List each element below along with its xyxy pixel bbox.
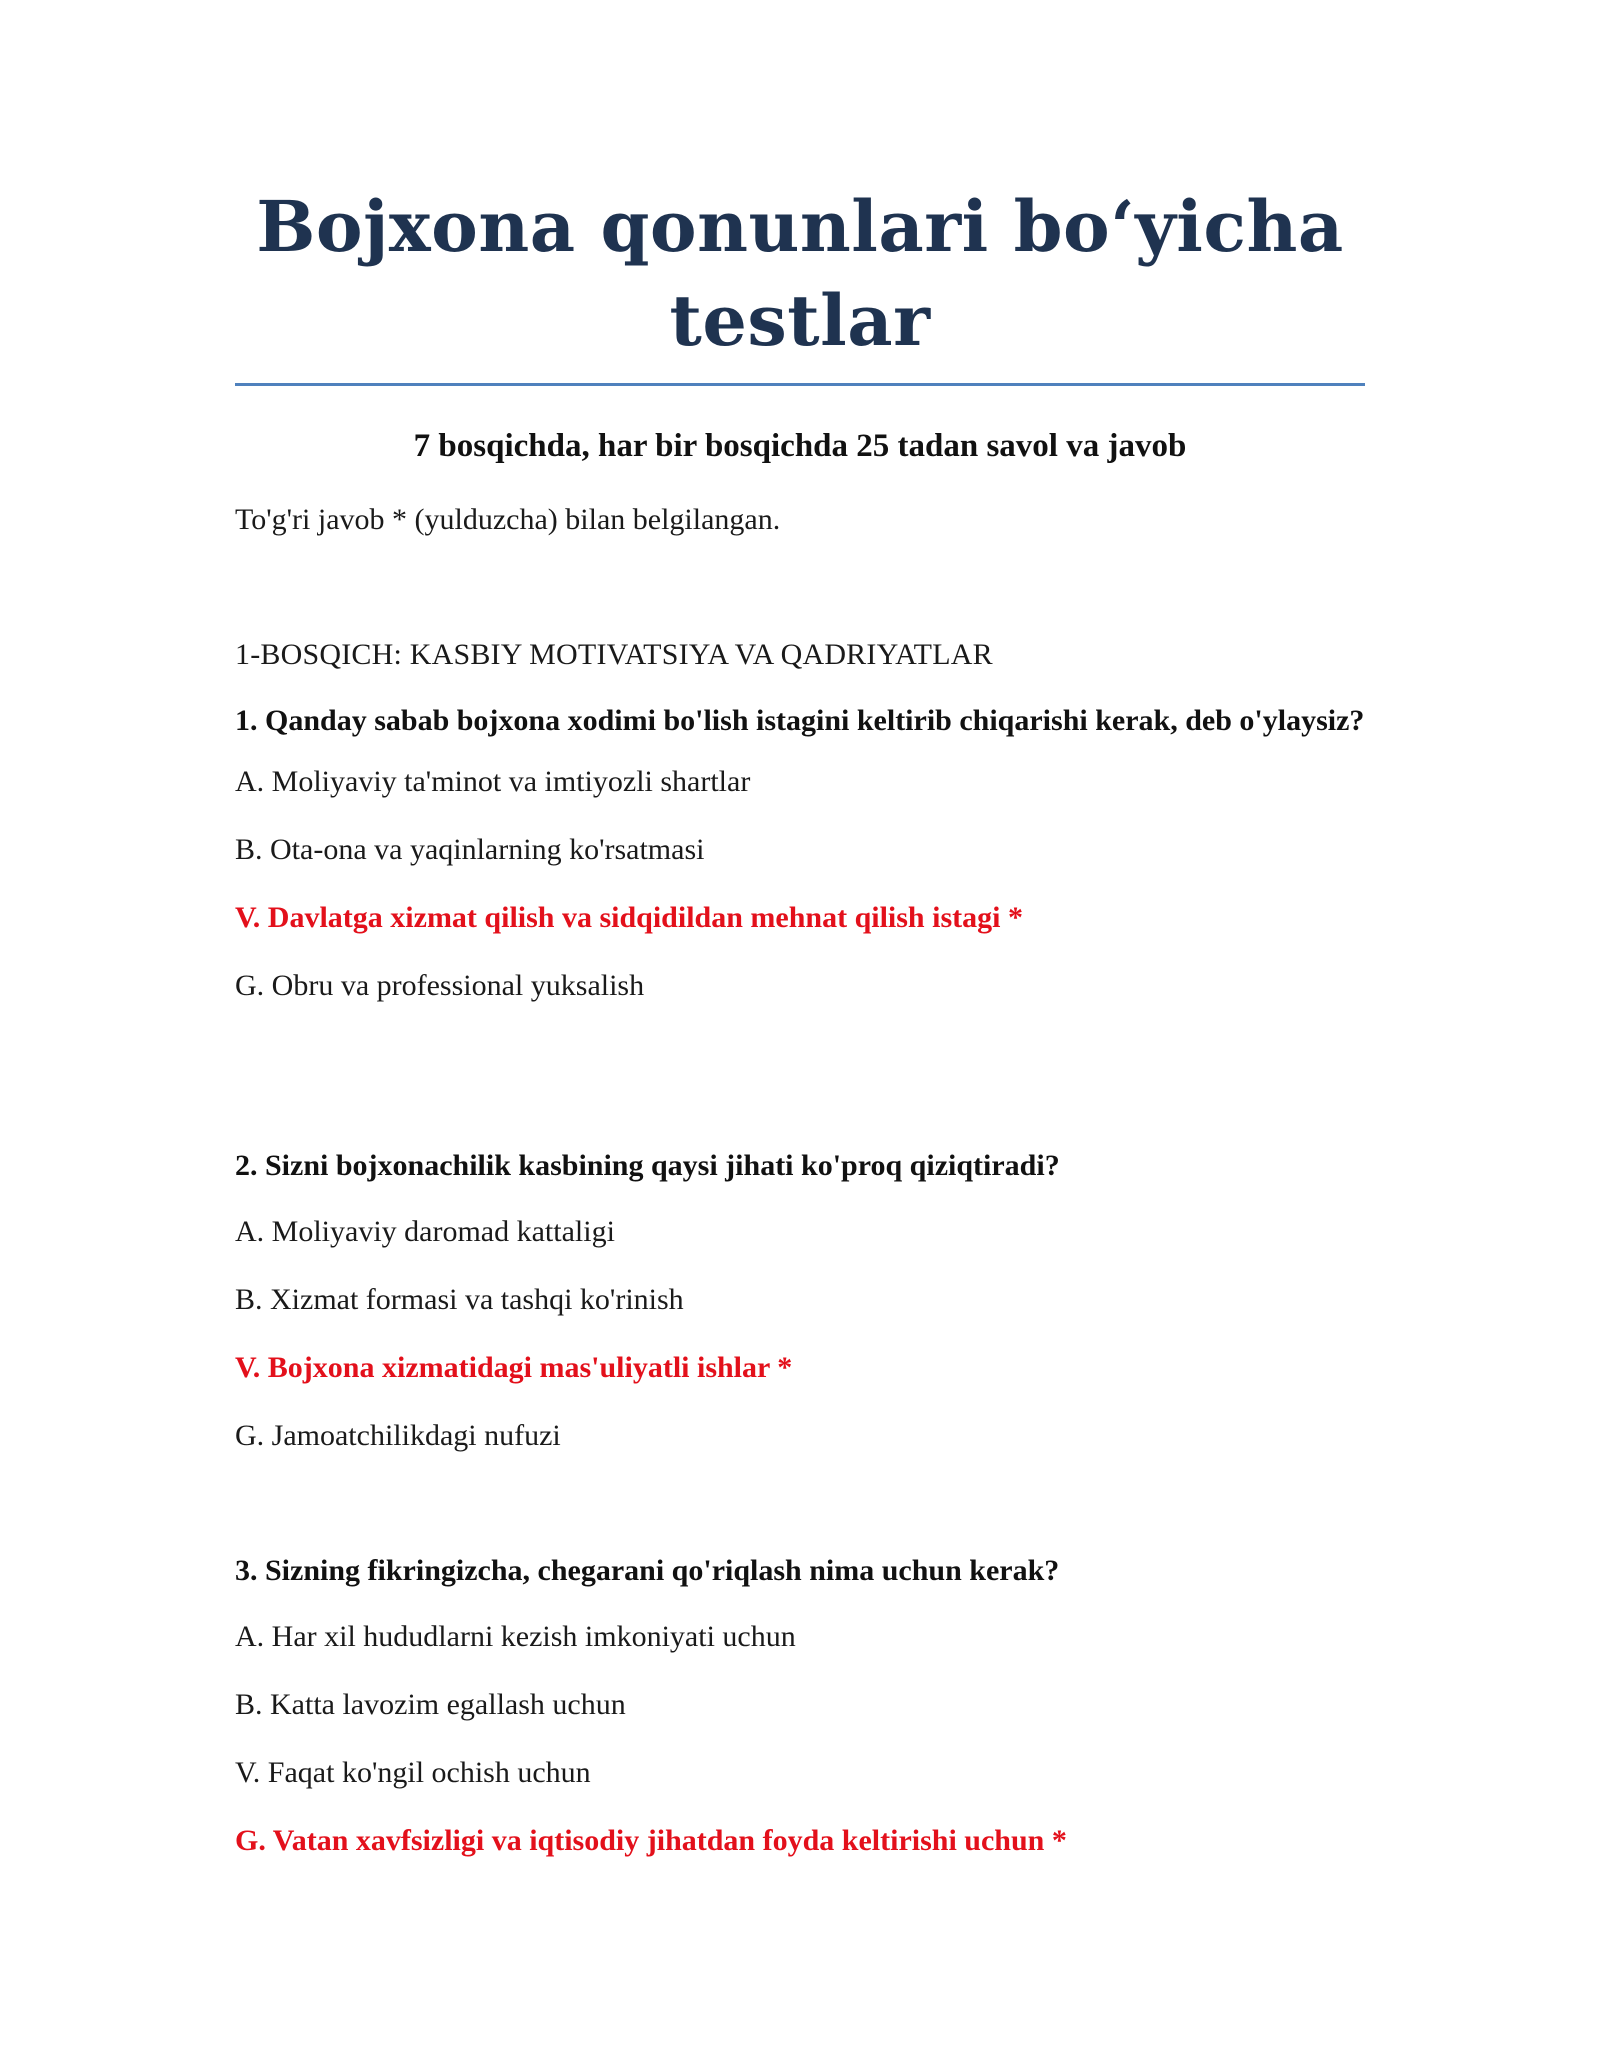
- answer-option-correct: V. Bojxona xizmatidagi mas'uliyatli ishlar *: [235, 1351, 793, 1384]
- question-text: 2. Sizni bojxonachilik kasbining qaysi jihati ko'proq qiziqtiradi?: [235, 1149, 1060, 1182]
- answer-option: B. Katta lavozim egallash uchun: [235, 1688, 626, 1721]
- question-text: 1. Qanday sabab bojxona xodimi bo'lish istagini keltirib chiqarishi kerak, deb o'ylaysiz?: [235, 704, 1365, 737]
- title-block: [235, 180, 1365, 368]
- answer-option-correct: G. Vatan xavfsizligi va iqtisodiy jihatdan foyda keltirishi uchun *: [235, 1824, 1067, 1857]
- answer-key-note: To'g'ri javob * (yulduzcha) bilan belgilangan.: [235, 503, 781, 536]
- question-block-1: [235, 700, 1365, 1008]
- answer-option: A. Moliyaviy ta'minot va imtiyozli shartlar: [235, 765, 751, 798]
- answer-option: G. Obru va professional yuksalish: [235, 969, 645, 1002]
- question-block-3: [235, 1550, 1365, 1863]
- answer-option: B. Ota-ona va yaqinlarning ko'rsatmasi: [235, 833, 705, 866]
- document-title: Bojxona qonunlari bo‘yicha testlar: [256, 185, 1344, 362]
- answer-option: A. Moliyaviy daromad kattaligi: [235, 1215, 615, 1248]
- title-divider: [235, 383, 1365, 386]
- stage-heading: 1-BOSQICH: KASBIY MOTIVATSIYA VA QADRIYATLAR: [235, 638, 993, 671]
- document-subtitle: 7 bosqichda, har bir bosqichda 25 tadan savol va javob: [413, 428, 1187, 464]
- answer-option-correct: V. Davlatga xizmat qilish va sidqidildan mehnat qilish istagi *: [235, 901, 1023, 934]
- answer-option: B. Xizmat formasi va tashqi ko'rinish: [235, 1283, 684, 1316]
- answer-option: V. Faqat ko'ngil ochish uchun: [235, 1756, 591, 1789]
- answer-option: G. Jamoatchilikdagi nufuzi: [235, 1419, 561, 1452]
- answer-option: A. Har xil hududlarni kezish imkoniyati uchun: [235, 1620, 796, 1653]
- question-block-2: [235, 1145, 1365, 1458]
- question-text: 3. Sizning fikringizcha, chegarani qo'riqlash nima uchun kerak?: [235, 1554, 1060, 1587]
